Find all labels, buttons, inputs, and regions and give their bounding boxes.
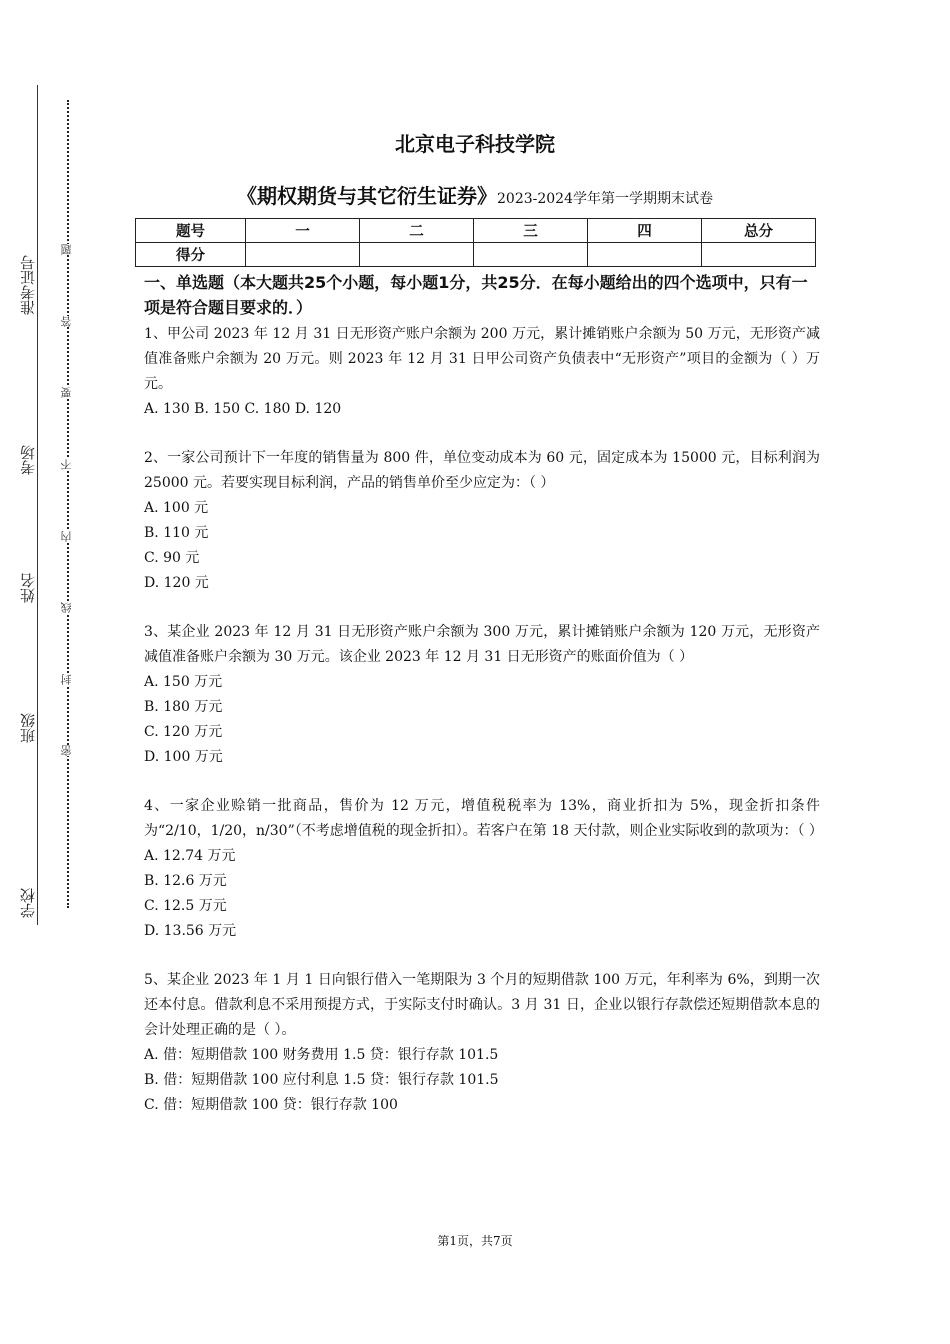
score-table-header-cell: 一 xyxy=(246,219,360,243)
seal-char: 线 xyxy=(60,602,73,613)
question-4 xyxy=(144,794,823,944)
score-table-header-cell: 三 xyxy=(474,219,588,243)
binding-solid-line xyxy=(37,85,38,925)
option-d: D. 13.56 万元 xyxy=(144,923,237,939)
score-cell xyxy=(360,243,474,267)
score-table-header-cell: 题号 xyxy=(136,219,246,243)
question-stem: 1、甲公司 2023 年 12 月 31 日无形资产账户余额为 200 万元，累计摊销账户余额为 50 万元，无形资产减值准备账户余额为 20 万元。则 2023 年 12 月 31 日甲公司资产负债表中“无形资产”项目的金额为（ ）万元。 xyxy=(144,326,820,392)
page-number: 第1页，共7页 xyxy=(437,1234,513,1248)
score-cell xyxy=(588,243,702,267)
question-3 xyxy=(144,620,820,770)
exam-term: 2023-2024学年第一学期期末试卷 xyxy=(497,191,713,207)
question-stem: 4、一家企业赊销一批商品，售价为 12 万元，增值税税率为 13%，商业折扣为 5%，现金折扣条件为“2/10，1/20，n/30”（不考虑增值税的现金折扣）。若客户在第 18 天付款，则企业实际收到的款项为：（ ） xyxy=(144,798,823,839)
score-table-header-cell: 二 xyxy=(360,219,474,243)
option-a: A. 借：短期借款 100 财务费用 1.5 贷：银行存款 101.5 xyxy=(144,1047,499,1063)
score-table-header-cell: 总分 xyxy=(702,219,816,243)
option-c: C. 120 万元 xyxy=(144,724,223,740)
option-c: C. 12.5 万元 xyxy=(144,898,227,914)
score-cell xyxy=(246,243,360,267)
option-b: B. 借：短期借款 100 应付利息 1.5 贷：银行存款 101.5 xyxy=(144,1072,499,1088)
question-stem: 5、某企业 2023 年 1 月 1 日向银行借入一笔期限为 3 个月的短期借款 100 万元，年利率为 6%，到期一次还本付息。借款利息不采用预提方式，于实际支付时确认。3 月 31 日，企业以银行存款偿还短期借款本息的会计处理正确的是（ ）。 xyxy=(144,972,820,1038)
seal-char: 不 xyxy=(60,459,73,470)
score-row-label: 得分 xyxy=(136,243,246,267)
option-a: A. 150 万元 xyxy=(144,674,223,690)
seal-dotted-line xyxy=(67,100,69,908)
seal-char: 封 xyxy=(60,674,73,685)
seal-char: 题 xyxy=(60,244,73,255)
section-heading: 一、单选题（本大题共25个小题，每小题1分，共25分．在每小题给出的四个选项中，只有一项是符合题目要求的．） xyxy=(144,273,808,317)
class-field-label: 班级 xyxy=(19,713,37,743)
option-d: D. 100 万元 xyxy=(144,749,223,765)
option-c: C. 借：短期借款 100 贷：银行存款 100 xyxy=(144,1097,398,1113)
name-field-label: 姓名 xyxy=(19,573,37,603)
score-table xyxy=(135,218,816,267)
option-b: B. 110 元 xyxy=(144,525,209,541)
seal-char: 密 xyxy=(60,745,73,756)
exam-title xyxy=(0,180,950,209)
score-table-header-cell: 四 xyxy=(588,219,702,243)
question-stem: 3、某企业 2023 年 12 月 31 日无形资产账户余额为 300 万元，累计摊销账户余额为 120 万元，无形资产减值准备账户余额为 30 万元。该企业 2023 年 12 月 31 日无形资产的账面价值为（ ） xyxy=(144,624,820,665)
score-table-header-row xyxy=(136,219,816,243)
seal-char: 要 xyxy=(60,387,73,398)
course-title: 《期权期货与其它衍生证券》 xyxy=(237,184,497,208)
score-table-score-row xyxy=(136,243,816,267)
option-d: D. 120 元 xyxy=(144,575,209,591)
option-b: B. 12.6 万元 xyxy=(144,873,227,889)
score-cell xyxy=(702,243,816,267)
option-a: A. 100 元 xyxy=(144,500,209,516)
school-field-label: 学校 xyxy=(19,888,37,918)
question-1 xyxy=(144,322,820,422)
question-2 xyxy=(144,446,820,596)
seal-char: 内 xyxy=(60,531,73,542)
question-options: A. 130 B. 150 C. 180 D. 120 xyxy=(144,401,342,417)
exam-room-field-label: 考场 xyxy=(19,445,37,475)
option-a: A. 12.74 万元 xyxy=(144,848,236,864)
seal-char: 答 xyxy=(60,316,73,327)
exam-content xyxy=(144,270,823,1142)
option-c: C. 90 元 xyxy=(144,550,200,566)
question-5 xyxy=(144,968,820,1118)
score-cell xyxy=(474,243,588,267)
question-stem: 2、一家公司预计下一年度的销售量为 800 件，单位变动成本为 60 元，固定成本为 15000 元，目标利润为 25000 元。若要实现目标利润，产品的销售单价至少应定为：（ ） xyxy=(144,450,820,491)
exam-number-field-label: 准考证号 xyxy=(19,255,37,315)
option-b: B. 180 万元 xyxy=(144,699,223,715)
school-name: 北京电子科技学院 xyxy=(395,132,555,156)
